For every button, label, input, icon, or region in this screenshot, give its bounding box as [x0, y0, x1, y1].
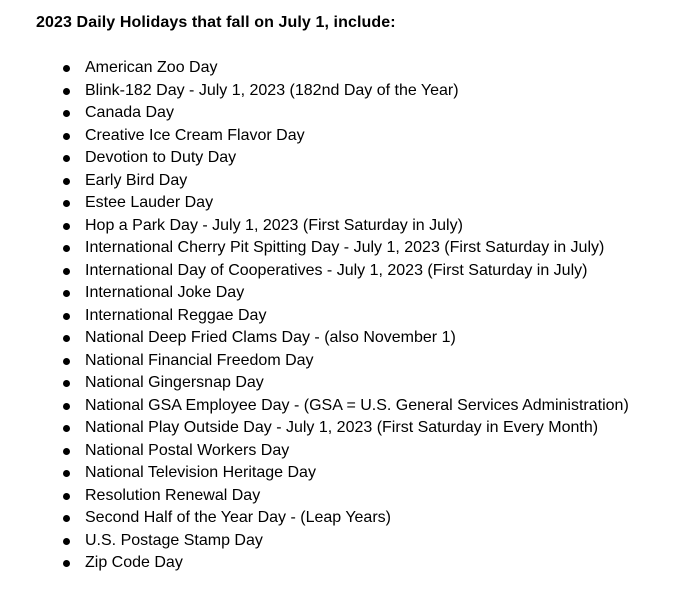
bullet-icon [63, 223, 70, 230]
bullet-icon [63, 200, 70, 207]
holiday-list [0, 57, 645, 575]
list-item [0, 305, 645, 328]
list-item-text: International Day of Cooperatives - July 1, 2023 (First Saturday in July) [85, 261, 588, 279]
list-item-text: International Reggae Day [85, 306, 267, 324]
bullet-icon [63, 515, 70, 522]
list-item-text: Canada Day [85, 104, 174, 121]
list-item [0, 530, 645, 553]
bullet-icon [63, 335, 70, 342]
list-item [0, 80, 645, 103]
list-item [0, 125, 645, 148]
bullet-icon [63, 65, 70, 72]
bullet-icon [63, 358, 70, 365]
bullet-icon [63, 538, 70, 545]
page-title: 2023 Daily Holidays that fall on July 1, include: [36, 14, 396, 31]
bullet-icon [63, 403, 70, 410]
list-item-text: Devotion to Duty Day [85, 149, 237, 166]
bullet-icon [63, 493, 70, 500]
list-item-text: National Play Outside Day - July 1, 2023 (First Saturday in Every Month) [85, 419, 599, 436]
list-item-text: National Deep Fried Clams Day - (also November 1) [85, 329, 456, 346]
list-item-text: Creative Ice Cream Flavor Day [85, 126, 305, 144]
list-item-text: Resolution Renewal Day [85, 486, 261, 504]
list-item-text: National Television Heritage Day [85, 464, 316, 481]
bullet-icon [63, 155, 70, 162]
list-item [0, 170, 645, 193]
list-item [0, 102, 645, 125]
bullet-icon [63, 133, 70, 140]
list-item [0, 260, 645, 283]
list-item [0, 552, 645, 575]
list-item-text: U.S. Postage Stamp Day [85, 531, 263, 549]
list-item [0, 350, 645, 373]
bullet-icon [63, 448, 70, 455]
list-item [0, 440, 645, 463]
bullet-icon [63, 380, 70, 387]
list-item [0, 327, 645, 350]
list-item-text: Second Half of the Year Day - (Leap Years) [85, 509, 391, 526]
list-item-text: Blink-182 Day - July 1, 2023 (182nd Day of the Year) [85, 81, 459, 99]
list-item [0, 215, 645, 238]
list-item-text: National Financial Freedom Day [85, 351, 314, 369]
bullet-icon [63, 560, 70, 567]
list-item [0, 417, 645, 440]
bullet-icon [63, 290, 70, 297]
list-item-text: National GSA Employee Day - (GSA = U.S. General Services Administration) [85, 396, 629, 414]
bullet-icon [63, 245, 70, 252]
list-item [0, 192, 645, 215]
list-item [0, 372, 645, 395]
list-item-text: American Zoo Day [85, 59, 218, 76]
list-item [0, 485, 645, 508]
bullet-icon [63, 425, 70, 432]
list-item [0, 462, 645, 485]
list-item [0, 237, 645, 260]
list-item [0, 395, 645, 418]
bullet-icon [63, 470, 70, 477]
list-item-text: National Gingersnap Day [85, 374, 264, 391]
bullet-icon [63, 268, 70, 275]
bullet-icon [63, 110, 70, 117]
list-item-text: Hop a Park Day - July 1, 2023 (First Saturday in July) [85, 216, 463, 234]
list-item-text: Early Bird Day [85, 171, 188, 189]
bullet-icon [63, 178, 70, 185]
list-item-text: Estee Lauder Day [85, 194, 214, 211]
bullet-icon [63, 313, 70, 320]
list-item-text: Zip Code Day [85, 554, 183, 571]
list-item-text: National Postal Workers Day [85, 441, 290, 459]
list-item [0, 282, 645, 305]
list-item [0, 507, 645, 530]
bullet-icon [63, 88, 70, 95]
list-item-text: International Joke Day [85, 284, 245, 301]
list-item [0, 57, 645, 80]
list-item [0, 147, 645, 170]
list-item-text: International Cherry Pit Spitting Day - July 1, 2023 (First Saturday in July) [85, 239, 605, 256]
